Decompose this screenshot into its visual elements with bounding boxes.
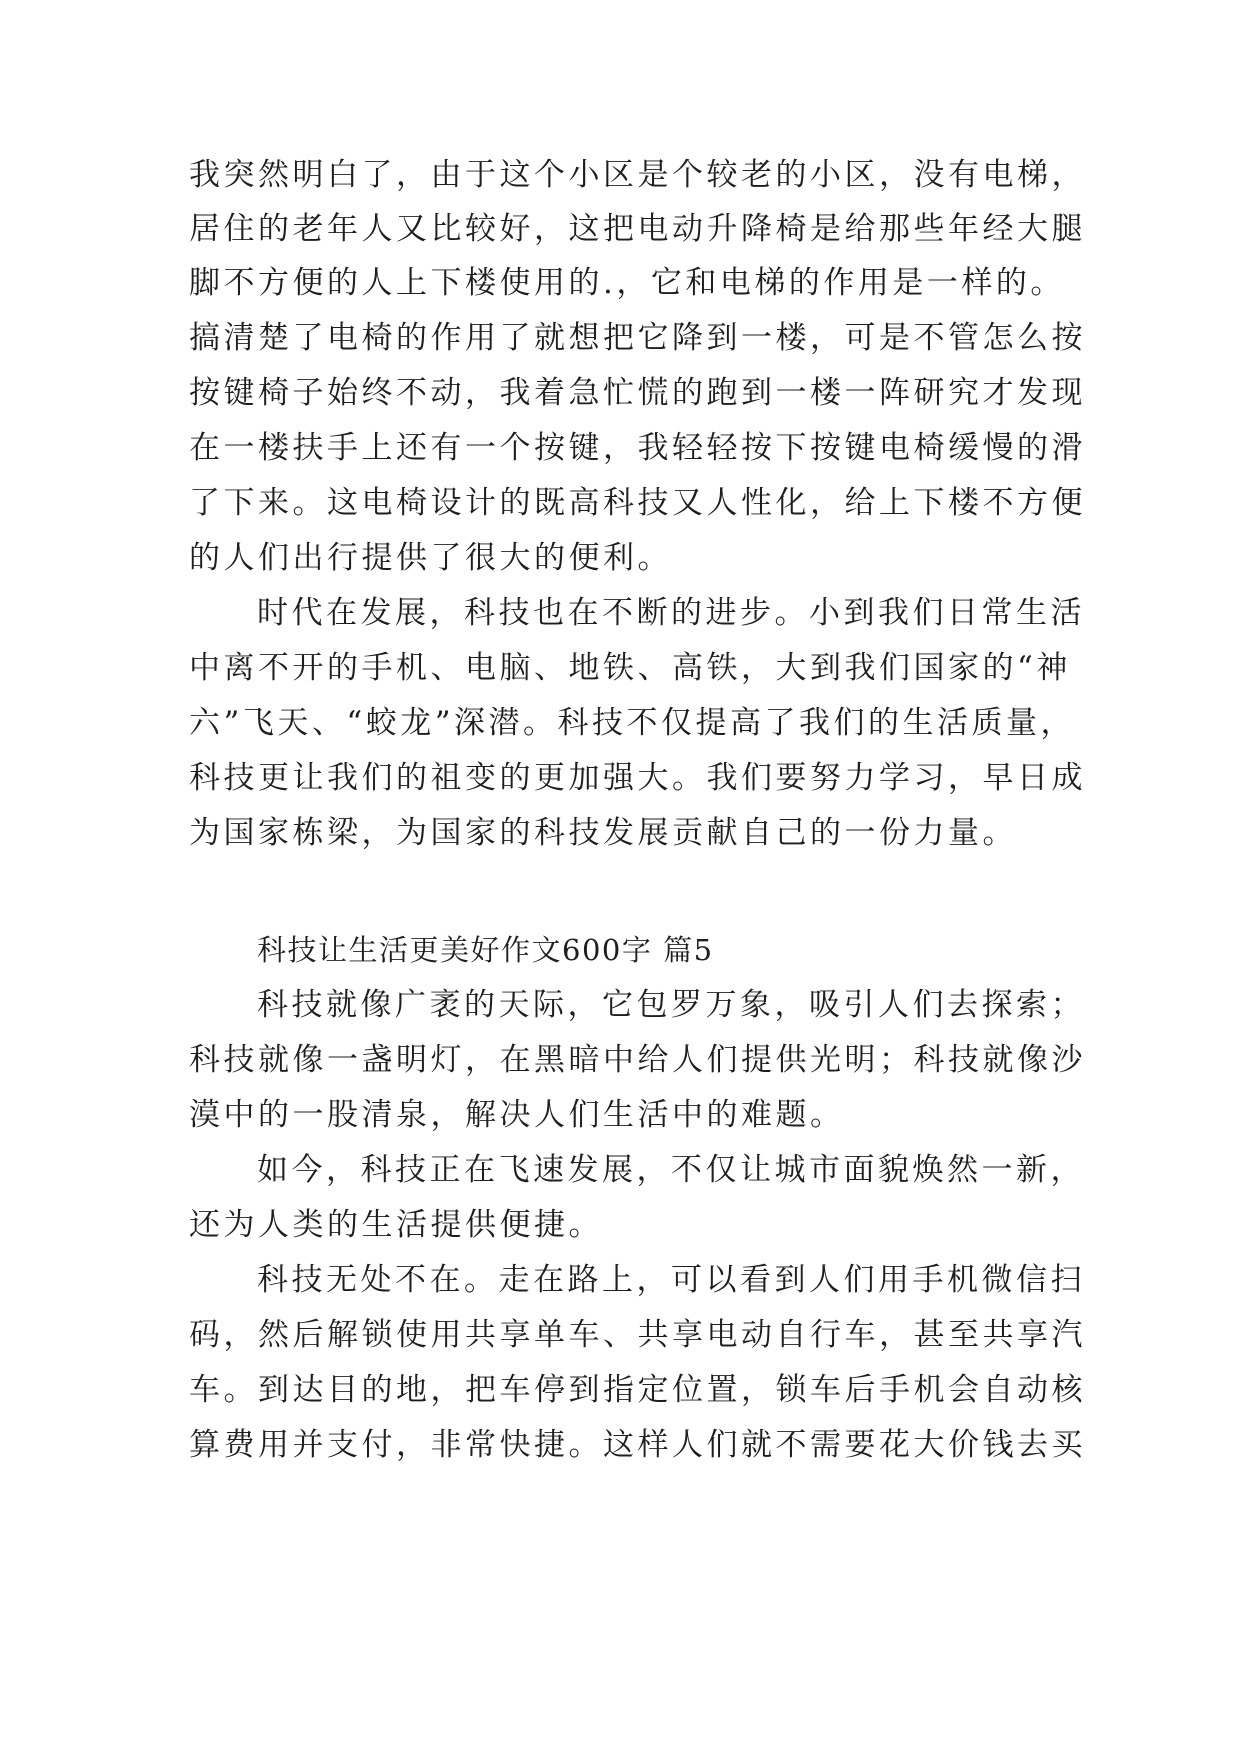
paragraph-line: 漠中的一股清泉，解决人们生活中的难题。: [189, 1097, 845, 1133]
paragraph-line: 如今，科技正在飞速发展，不仅让城市面貌焕然一新，: [257, 1152, 1085, 1188]
paragraph-line: 时代在发展，科技也在不断的进步。小到我们日常生活: [257, 595, 1085, 631]
paragraph-line: 码，然后解锁使用共享单车、共享电动自行车，甚至共享汽: [189, 1317, 1086, 1353]
paragraph-line: 居住的老年人又比较好，这把电动升降椅是给那些年经大腿: [189, 211, 1086, 247]
paragraph-line: 在一楼扶手上还有一个按键，我轻轻按下按键电椅缓慢的滑: [189, 430, 1086, 466]
paragraph-line: 中离不开的手机、电脑、地铁、高铁，大到我们国家的“神: [189, 650, 1071, 686]
paragraph-line: 算费用并支付，非常快捷。这样人们就不需要花大价钱去买: [189, 1427, 1086, 1463]
paragraph-line: 科技就像一盏明灯，在黑暗中给人们提供光明；科技就像沙: [189, 1042, 1086, 1078]
paragraph-line: 六”飞天、“蛟龙”深潜。科技不仅提高了我们的生活质量，: [189, 705, 1076, 741]
paragraph-line: 科技更让我们的祖变的更加强大。我们要努力学习，早日成: [189, 760, 1086, 796]
paragraph-line: 还为人类的生活提供便捷。: [189, 1207, 603, 1243]
paragraph-line: 科技就像广袤的天际，它包罗万象，吸引人们去探索；: [257, 987, 1085, 1023]
paragraph-line: 我突然明白了，由于这个小区是个较老的小区，没有电梯，: [189, 157, 1086, 193]
section-heading: 科技让生活更美好作文600字 篇5: [257, 933, 714, 967]
paragraph-line: 为国家栋梁，为国家的科技发展贡献自己的一份力量。: [189, 815, 1017, 851]
paragraph-line: 了下来。这电椅设计的既高科技又人性化，给上下楼不方便: [189, 485, 1086, 521]
paragraph-line: 搞清楚了电椅的作用了就想把它降到一楼，可是不管怎么按: [189, 320, 1086, 356]
paragraph-line: 科技无处不在。走在路上，可以看到人们用手机微信扫: [257, 1262, 1085, 1298]
paragraph-line: 车。到达目的地，把车停到指定位置，锁车后手机会自动核: [189, 1372, 1086, 1408]
paragraph-line: 按键椅子始终不动，我着急忙慌的跑到一楼一阵研究才发现: [189, 375, 1086, 411]
paragraph-line: 的人们出行提供了很大的便利。: [189, 540, 672, 576]
paragraph-line: 脚不方便的人上下楼使用的.，它和电梯的作用是一样的。: [189, 265, 1065, 301]
